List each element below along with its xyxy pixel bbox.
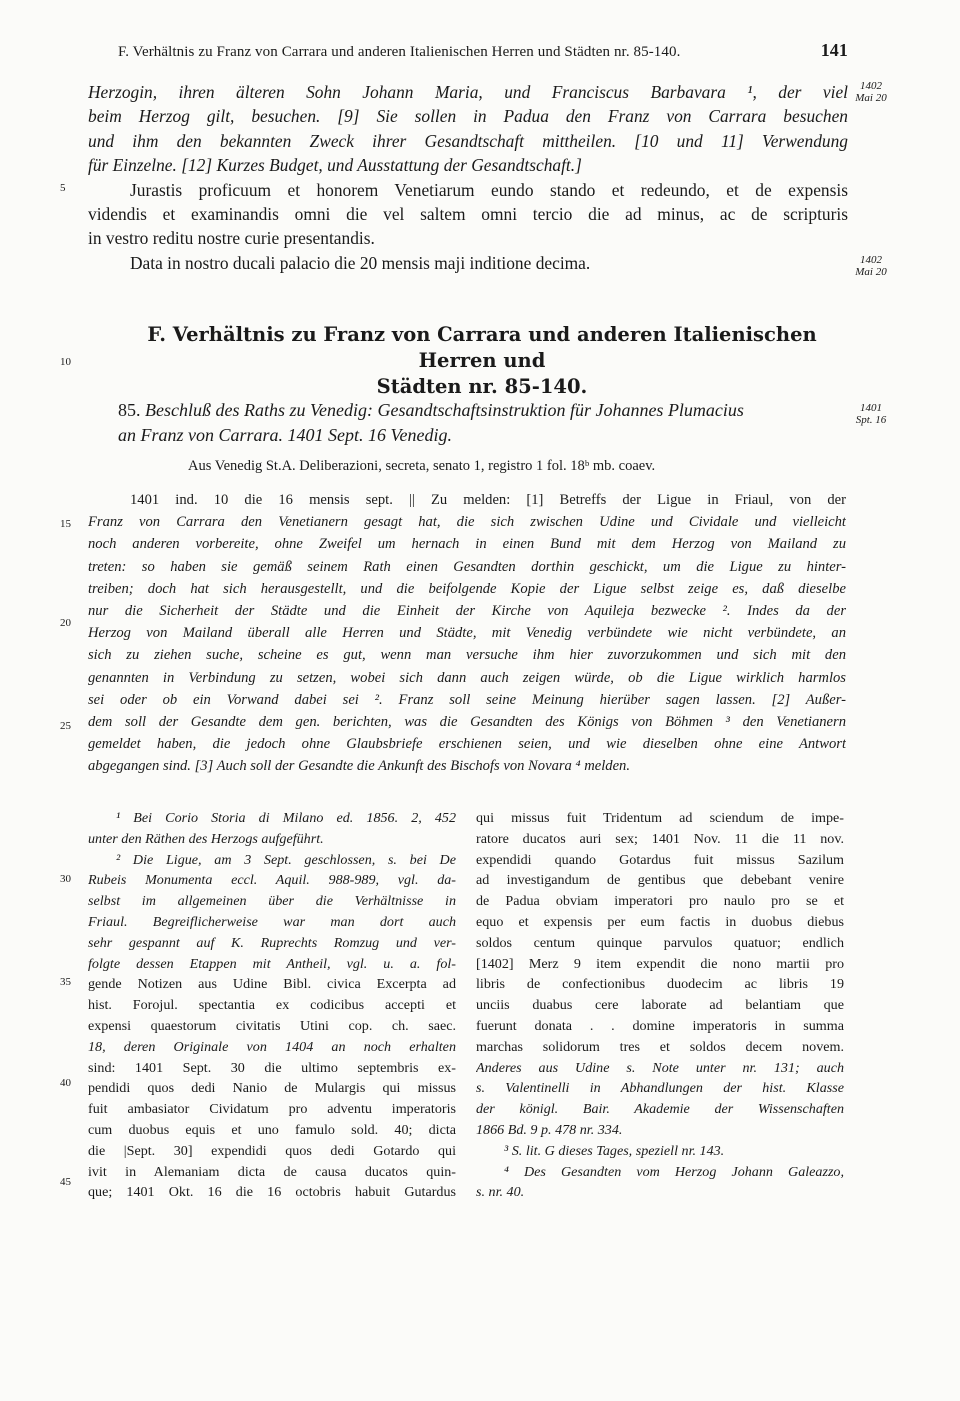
- text-line: treiben; doch hat sich herausgestellt, und die beifolgende Kopie der Ligue selbst zeige es, daß dieselbe: [88, 580, 846, 597]
- document-title-line: an Franz von Carrara. 1401 Sept. 16 Venedig.: [118, 425, 452, 445]
- text-line: dem soll der Gesandte dem gen. berichten, was die Gesandten des Königs von Böhmen ³ den Venetianern: [88, 713, 846, 730]
- footnote-line: selbst im allgemeinen über die Verhältnisse in: [88, 893, 456, 910]
- footnote-line: expendidi quando Gotardus fuit missus Sazilum: [476, 851, 844, 868]
- footnote-line: marchas solidorum tres et soldos decem novem.: [476, 1038, 844, 1055]
- footnote-line: ² Die Ligue, am 3 Sept. geschlossen, s. bei De: [116, 851, 456, 868]
- document-number: 85.: [118, 400, 141, 420]
- footnote-line: Anderes aus Udine s. Note unter nr. 131; auch: [476, 1059, 844, 1076]
- running-head: [118, 40, 848, 61]
- text-line: sich zu ziehen suche, scheine es gut, wenn man versuche ihm hier zuvorzukommen und sich mit den: [88, 647, 846, 664]
- footnote-line: gende Notizen aus Udine Bibl. civica Excerpta ad: [88, 976, 456, 993]
- footnote-line: Rubeis Monumenta eccl. Aquil. 988-989, vgl. da-: [88, 872, 456, 889]
- margin-note: [846, 402, 896, 426]
- footnote-line: die |Sept. 30] expendidi quos dedi Gotardo qui: [88, 1142, 456, 1159]
- footnote-line: fuerunt donata . . domine imperatoris in summa: [476, 1017, 844, 1034]
- footnote-line: soldos centum quinque parvulos quatuor; endlich: [476, 934, 844, 951]
- text-line: für Einzelne. [12] Kurzes Budget, und Ausstattung der Gesandtschaft.]: [88, 155, 582, 176]
- footnote-line: ratore ducatos auri sex; 1401 Nov. 11 die 11 nov.: [476, 830, 844, 847]
- margin-year: 1402: [860, 80, 882, 92]
- line-number: 45: [60, 1176, 71, 1188]
- margin-year: 1401: [860, 402, 882, 414]
- footnote-line: s. nr. 40.: [476, 1184, 525, 1201]
- line-number: 10: [60, 356, 71, 368]
- footnote-line: equo et expensis per eum factis in duobus diebus: [476, 913, 844, 930]
- top-block: [88, 82, 848, 277]
- text-line: und ihm den bekannten Zweck ihrer Gesandtschaft mittheilen. [10 und 11] Verwendung: [88, 130, 848, 151]
- text-line: beim Herzog gilt, besuchen. [9] Sie sollen in Padua den Franz von Carrara besuchen: [88, 106, 848, 127]
- line-number: 15: [60, 518, 71, 530]
- footnotes-left: [88, 810, 456, 1205]
- footnote-line: ivit in Alemaniam dicta de causa ducatos quin-: [88, 1163, 456, 1180]
- text-line: Jurastis proficuum et honorem Venetiarum eundo stando et redeundo, et de expensis: [130, 179, 848, 200]
- document-source: Aus Venedig St.A. Deliberazioni, secreta, senato 1, registro 1 fol. 18ᵇ mb. coaev.: [188, 458, 656, 474]
- section-heading-line: F. Verhältnis zu Franz von Carrara und anderen Italienischen Herren und: [147, 323, 817, 372]
- footnotes-right: [476, 810, 844, 1205]
- footnote-line: s. Valentinelli in Abhandlungen der hist. Klasse: [476, 1080, 844, 1097]
- text-line: Herzog von Mailand überall alle Herren und Städte, mit Venedig verbündete wie nicht verbündete, an: [88, 625, 846, 642]
- footnote-line: unter den Räthen des Herzogs aufgeführt.: [88, 830, 324, 847]
- footnote-line: qui missus fuit Tridentum ad sciendum de impe-: [476, 810, 844, 826]
- section-heading: [120, 322, 844, 400]
- footnote-line: 18, deren Originale von 1404 an noch erhalten: [88, 1038, 456, 1055]
- footnote-line: pendidi quos dedi Nanio de Mulargis qui missus: [88, 1080, 456, 1097]
- text-line: treten: so haben sie gemäß seinem Rath einen Gesandten dorthin geschickt, um die Ligue zu hinter-: [88, 558, 846, 575]
- running-head-title: F. Verhältnis zu Franz von Carrara und anderen Italienischen Herren und Städten nr. 85-140.: [118, 44, 681, 60]
- text-line: genannten in Verbindung zu setzen, wobei sich dann auch zeigen würde, ob die Ligue wirklich harmlos: [88, 669, 846, 686]
- text-line: videndis et examinandis omni die vel saltem omni tercio die ad minus, ac de scripturis: [88, 203, 848, 224]
- footnote-line: ¹ Bei Corio Storia di Milano ed. 1856. 2, 452: [116, 810, 456, 826]
- margin-date: Mai 20: [855, 266, 887, 278]
- page-number: 141: [820, 40, 848, 60]
- margin-year: 1402: [860, 254, 882, 266]
- text-line: Herzogin, ihren älteren Sohn Johann Maria, und Franciscus Barbavara ¹, der viel: [88, 82, 848, 102]
- margin-date: Spt. 16: [855, 414, 887, 426]
- footnote-line: sind: 1401 Sept. 30 die ultimo septembris ex-: [88, 1059, 456, 1076]
- text-line: in vestro reditu nostre curie presentandis.: [88, 228, 375, 249]
- line-number: 30: [60, 873, 71, 885]
- text-line: gemeldet haben, die jedoch ohne Glaubsbriefe erschienen seien, und wie dieselben ohne eine Antwort: [88, 736, 846, 753]
- footnote-line: fuit ambasiator Cividatum pro adventu imperatoris: [88, 1101, 456, 1118]
- text-line: Data in nostro ducali palacio die 20 mensis maji inditione decima.: [130, 252, 591, 273]
- footnote-line: expensi quaestorum civitatis Utini cop. ch. saec.: [88, 1017, 456, 1034]
- line-number: 40: [60, 1077, 71, 1089]
- footnote-line: 1866 Bd. 9 p. 478 nr. 334.: [476, 1121, 623, 1138]
- footnote-line: unciis duabus cere laborate ad belantiam que: [476, 997, 844, 1014]
- footnote-line: [1402] Merz 9 item expendit die nono martii pro: [476, 955, 844, 972]
- document-title: [118, 398, 848, 448]
- footnote-line: Friaul. Begreiflicherweise war man dort auch: [88, 913, 456, 930]
- text-line: abgegangen sind. [3] Auch soll der Gesandte die Ankunft des Bischofs von Novara ⁴ melden.: [88, 758, 630, 775]
- footnote-line: ³ S. lit. G dieses Tages, speziell nr. 143.: [504, 1142, 725, 1159]
- footnote-line: que; 1401 Okt. 16 die 16 octobris habuit Gutardus: [88, 1184, 456, 1201]
- line-number: 25: [60, 720, 71, 732]
- text-line: nur die Sicherheit der Städte und die Einheit der Kirche von Aquileja bezwecke ². Indes da der: [88, 602, 846, 619]
- footnote-line: cum duobus equis et uno famulo sold. 40; dicta: [88, 1121, 456, 1138]
- document-body: [88, 492, 846, 780]
- text-line: Franz von Carrara den Venetianern gesagt hat, die sich zwischen Udine und Cividale und vielleicht: [88, 514, 846, 531]
- footnote-line: libris de confectionibus duodecim ac libris 19: [476, 976, 844, 993]
- margin-date: Mai 20: [855, 92, 887, 104]
- line-number: 35: [60, 976, 71, 988]
- footnote-line: de Padua obviam imperatori pro naulo pro se et: [476, 893, 844, 910]
- footnote-line: hist. Forojul. spectantia ex codicibus accepti et: [88, 997, 456, 1014]
- section-heading-line: Städten nr. 85-140.: [376, 375, 588, 398]
- document-title-line: Beschluß des Raths zu Venedig: Gesandtschaftsinstruktion für Johannes Plumacius: [145, 400, 744, 420]
- footnote-line: ad investigandum de gentibus que debebant venire: [476, 872, 844, 889]
- margin-note: [846, 80, 896, 104]
- margin-note: [846, 254, 896, 278]
- footnote-line: der königl. Bair. Akademie der Wissenschaften: [476, 1101, 844, 1118]
- footnote-line: sehr gespannt auf K. Ruprechts Romzug und ver-: [88, 934, 456, 951]
- text-line: sei oder ob ein Vorwand dabei sei ². Franz soll seine Meinung hierüber sagen lassen. [2] Außer-: [88, 691, 846, 708]
- footnote-line: ⁴ Des Gesandten vom Herzog Johann Galeazzo,: [504, 1163, 844, 1180]
- text-line: 1401 ind. 10 die 16 mensis sept. || Zu melden: [1] Betreffs der Ligue in Friaul, von der: [130, 492, 846, 508]
- line-number: 5: [60, 182, 66, 194]
- text-line: noch anderen vorbereite, ohne Zweifel um hernach in einen Bund mit dem Herzog von Mailand zu: [88, 536, 846, 553]
- line-number: 20: [60, 617, 71, 629]
- footnote-line: folgte dessen Etappen mit Antheil, vgl. u. a. fol-: [88, 955, 456, 972]
